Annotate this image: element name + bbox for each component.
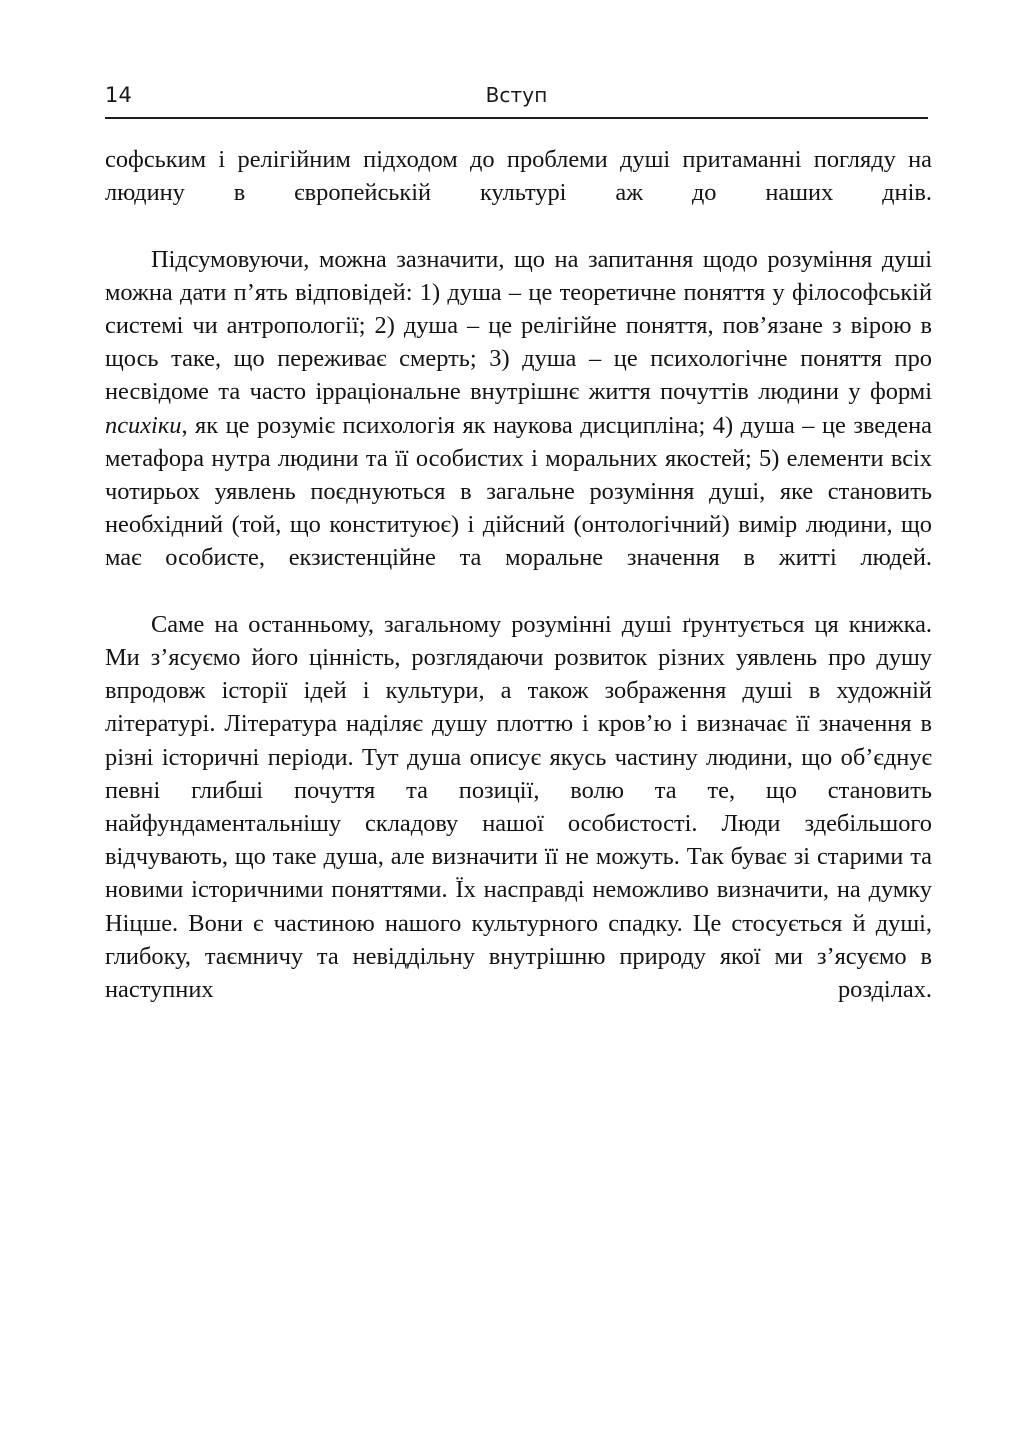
paragraph-continued bbox=[105, 143, 932, 243]
page-number: 14 bbox=[105, 82, 132, 107]
running-head-title: Вступ bbox=[485, 83, 548, 107]
paragraph-continued-text: софським і релігійним підходом до проблеми душі притаманні погляду на людину в європейській культурі аж до наших днів. bbox=[105, 146, 932, 207]
paragraph-summary-text-before-italic: Підсумовуючи, можна зазначити, що на запитання щодо розуміння душі можна дати п’ять відповідей: 1) душа – це теоретичне поняття у філософській системі чи антропології; 2) душа – це релігійне поняття, пов’язане з вірою в щось таке, що переживає смерть; 3) душа – це психологічне поняття про несвідоме та часто ірраціональне внутрішнє життя почуттів людини у формі bbox=[105, 245, 932, 406]
emphasis-psyche-term: психіки bbox=[105, 411, 182, 439]
header-divider-rule bbox=[105, 117, 928, 119]
paragraph-book-scope-text: Саме на останньому, загальному розумінні душі ґрунтується ця книжка. Ми з’ясуємо його цінність, розглядаючи розвиток різних уявлень про душу впродовж історії ідей і культури, а також зображення душі в художній літературі. Література наділяє душу плоттю і кров’ю і визначає її значення в різні історичні періоди. Тут душа описує якусь частину людини, що об’єднує певні глибші почуття та позиції, волю та те, що становить найфундаментальнішу складову нашої особистості. Люди здебільшого відчувають, що таке душа, але визначити її не можуть. Так буває зі старими та новими історичними поняттями. Їх насправді неможливо визначити, на думку Ніцше. Вони є частиною нашого культурного спадку. Це стосується й душі, глибоку, таємничу та невіддільну внутрішню природу якої ми з’ясуємо в наступних розділах. bbox=[105, 610, 932, 1004]
running-header bbox=[105, 78, 928, 112]
paragraph-book-scope bbox=[105, 608, 932, 1040]
body-text-block bbox=[105, 143, 932, 1039]
paragraph-summary bbox=[105, 243, 932, 608]
paragraph-summary-text-after-italic: , як це розуміє психологія як наукова дисципліна; 4) душа – це зведена метафора нутра людини та її особистих і моральних якостей; 5) елементи всіх чотирьох уявлень поєднуються в загальне розуміння душі, яке становить необхідний (той, що конституює) і дійсний (онтологічний) вимір людини, що має особисте, екзистенційне та моральне значення в житті людей. bbox=[105, 411, 932, 572]
